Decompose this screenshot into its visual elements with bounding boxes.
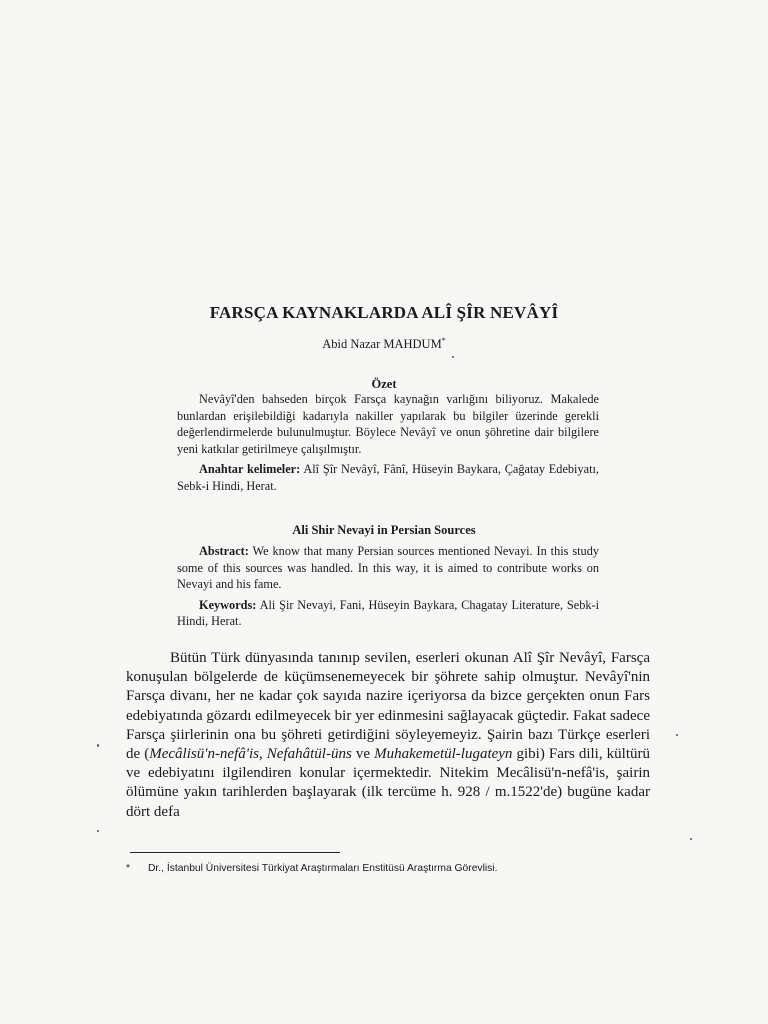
work-title-italic: Muhakemetül-lugateyn bbox=[374, 746, 513, 763]
footnote bbox=[126, 863, 646, 874]
abstract-keywords-list: Ali Şir Nevayi, Fani, Hüseyin Baykara, Chagatay Literature, Sebk-i Hindi, Herat. bbox=[177, 597, 599, 628]
author-footnote-mark: * bbox=[441, 336, 446, 345]
abstract-keywords bbox=[177, 597, 599, 630]
abstract-text: We know that many Persian sources mentioned Nevayi. In this study some of this sources was handled. In this way, it is aimed to contribute works on Nevayi and his fame. bbox=[177, 544, 599, 591]
body-text bbox=[126, 649, 650, 822]
ozet-keywords-label: Anahtar kelimeler: bbox=[199, 462, 301, 476]
work-title-italic: Mecâlisü'n-nefâ'is, Nefahâtül-üns bbox=[149, 746, 352, 763]
scan-speck bbox=[97, 744, 99, 747]
author-line bbox=[0, 336, 768, 352]
author-name: Abid Nazar MAHDUM bbox=[322, 337, 442, 352]
scan-speck bbox=[676, 734, 678, 736]
scan-speck bbox=[97, 830, 99, 832]
footnote-mark: * bbox=[126, 863, 131, 874]
article-title: FARSÇA KAYNAKLARDA ALÎ ŞÎR NEVÂYÎ bbox=[209, 303, 559, 322]
abstract-section bbox=[177, 543, 599, 630]
body-paragraph bbox=[126, 649, 650, 822]
ozet-section bbox=[177, 391, 599, 494]
body-text-run: Bütün Türk dünyasında tanınıp sevilen, eserleri okunan Alî Şîr Nevâyî, Farsça konuşulan bölgelerde de küçümsenemeyecek bir şöhrete sahip olmuştur. Nevâyî'nin Farsça divanı, her ne kadar çok sayıda nazire içeriyorsa da bizce gerçekten onun Fars edebiyatında gözardı edilmeyecek bir yer edinmesini sağlayacak güçtedir. Fakat sadece Farsça şiirlerinin ona bu şöhreti getirdiğini söyleyemeyiz. Şairin bazı Türkçe eserleri de ( bbox=[126, 650, 650, 763]
footnote-separator bbox=[130, 852, 340, 853]
abstract-heading: Ali Shir Nevayi in Persian Sources bbox=[292, 523, 476, 537]
abstract-keywords-label: Keywords: bbox=[199, 597, 257, 612]
scan-speck bbox=[452, 356, 454, 358]
body-text-run: gibi) Fars dili, kültürü ve edebiyatını ilgilendiren konular içermektedir. Nitekim Mecâlisü'n-nefâ'is, şairin ölümüne yakın tarihlerden başlayarak (ilk tercüme h. 928 / m.1522'de) bugüne kadar dört defa bbox=[126, 746, 650, 820]
ozet-text: Nevâyî'den bahseden birçok Farsça kaynağın varlığını biliyoruz. Makalede bunlardan erişilebildiği kadarıyla nakiller yapılarak bu bilgiler üzerinde gerekli değerlendirmelerde bulunulmuştur. Böylece Nevâyî ve onun şöhretine dair bilgilere yeni katkılar getirilmeye çalışılmıştır. bbox=[177, 392, 599, 456]
abstract-label: Abstract: bbox=[199, 544, 249, 558]
body-text-run: ve bbox=[351, 746, 375, 763]
abstract-paragraph bbox=[177, 543, 599, 593]
footnote-text: Dr., İstanbul Üniversitesi Türkiyat Araştırmaları Enstitüsü Araştırma Görevlisi. bbox=[148, 863, 498, 874]
ozet-heading: Özet bbox=[371, 377, 397, 391]
scan-speck bbox=[690, 838, 692, 840]
ozet-keywords bbox=[177, 461, 599, 494]
ozet-keywords-list: Alî Şîr Nevâyî, Fânî, Hüseyin Baykara, Çağatay Edebiyatı, Sebk-i Hindi, Herat. bbox=[177, 462, 599, 493]
